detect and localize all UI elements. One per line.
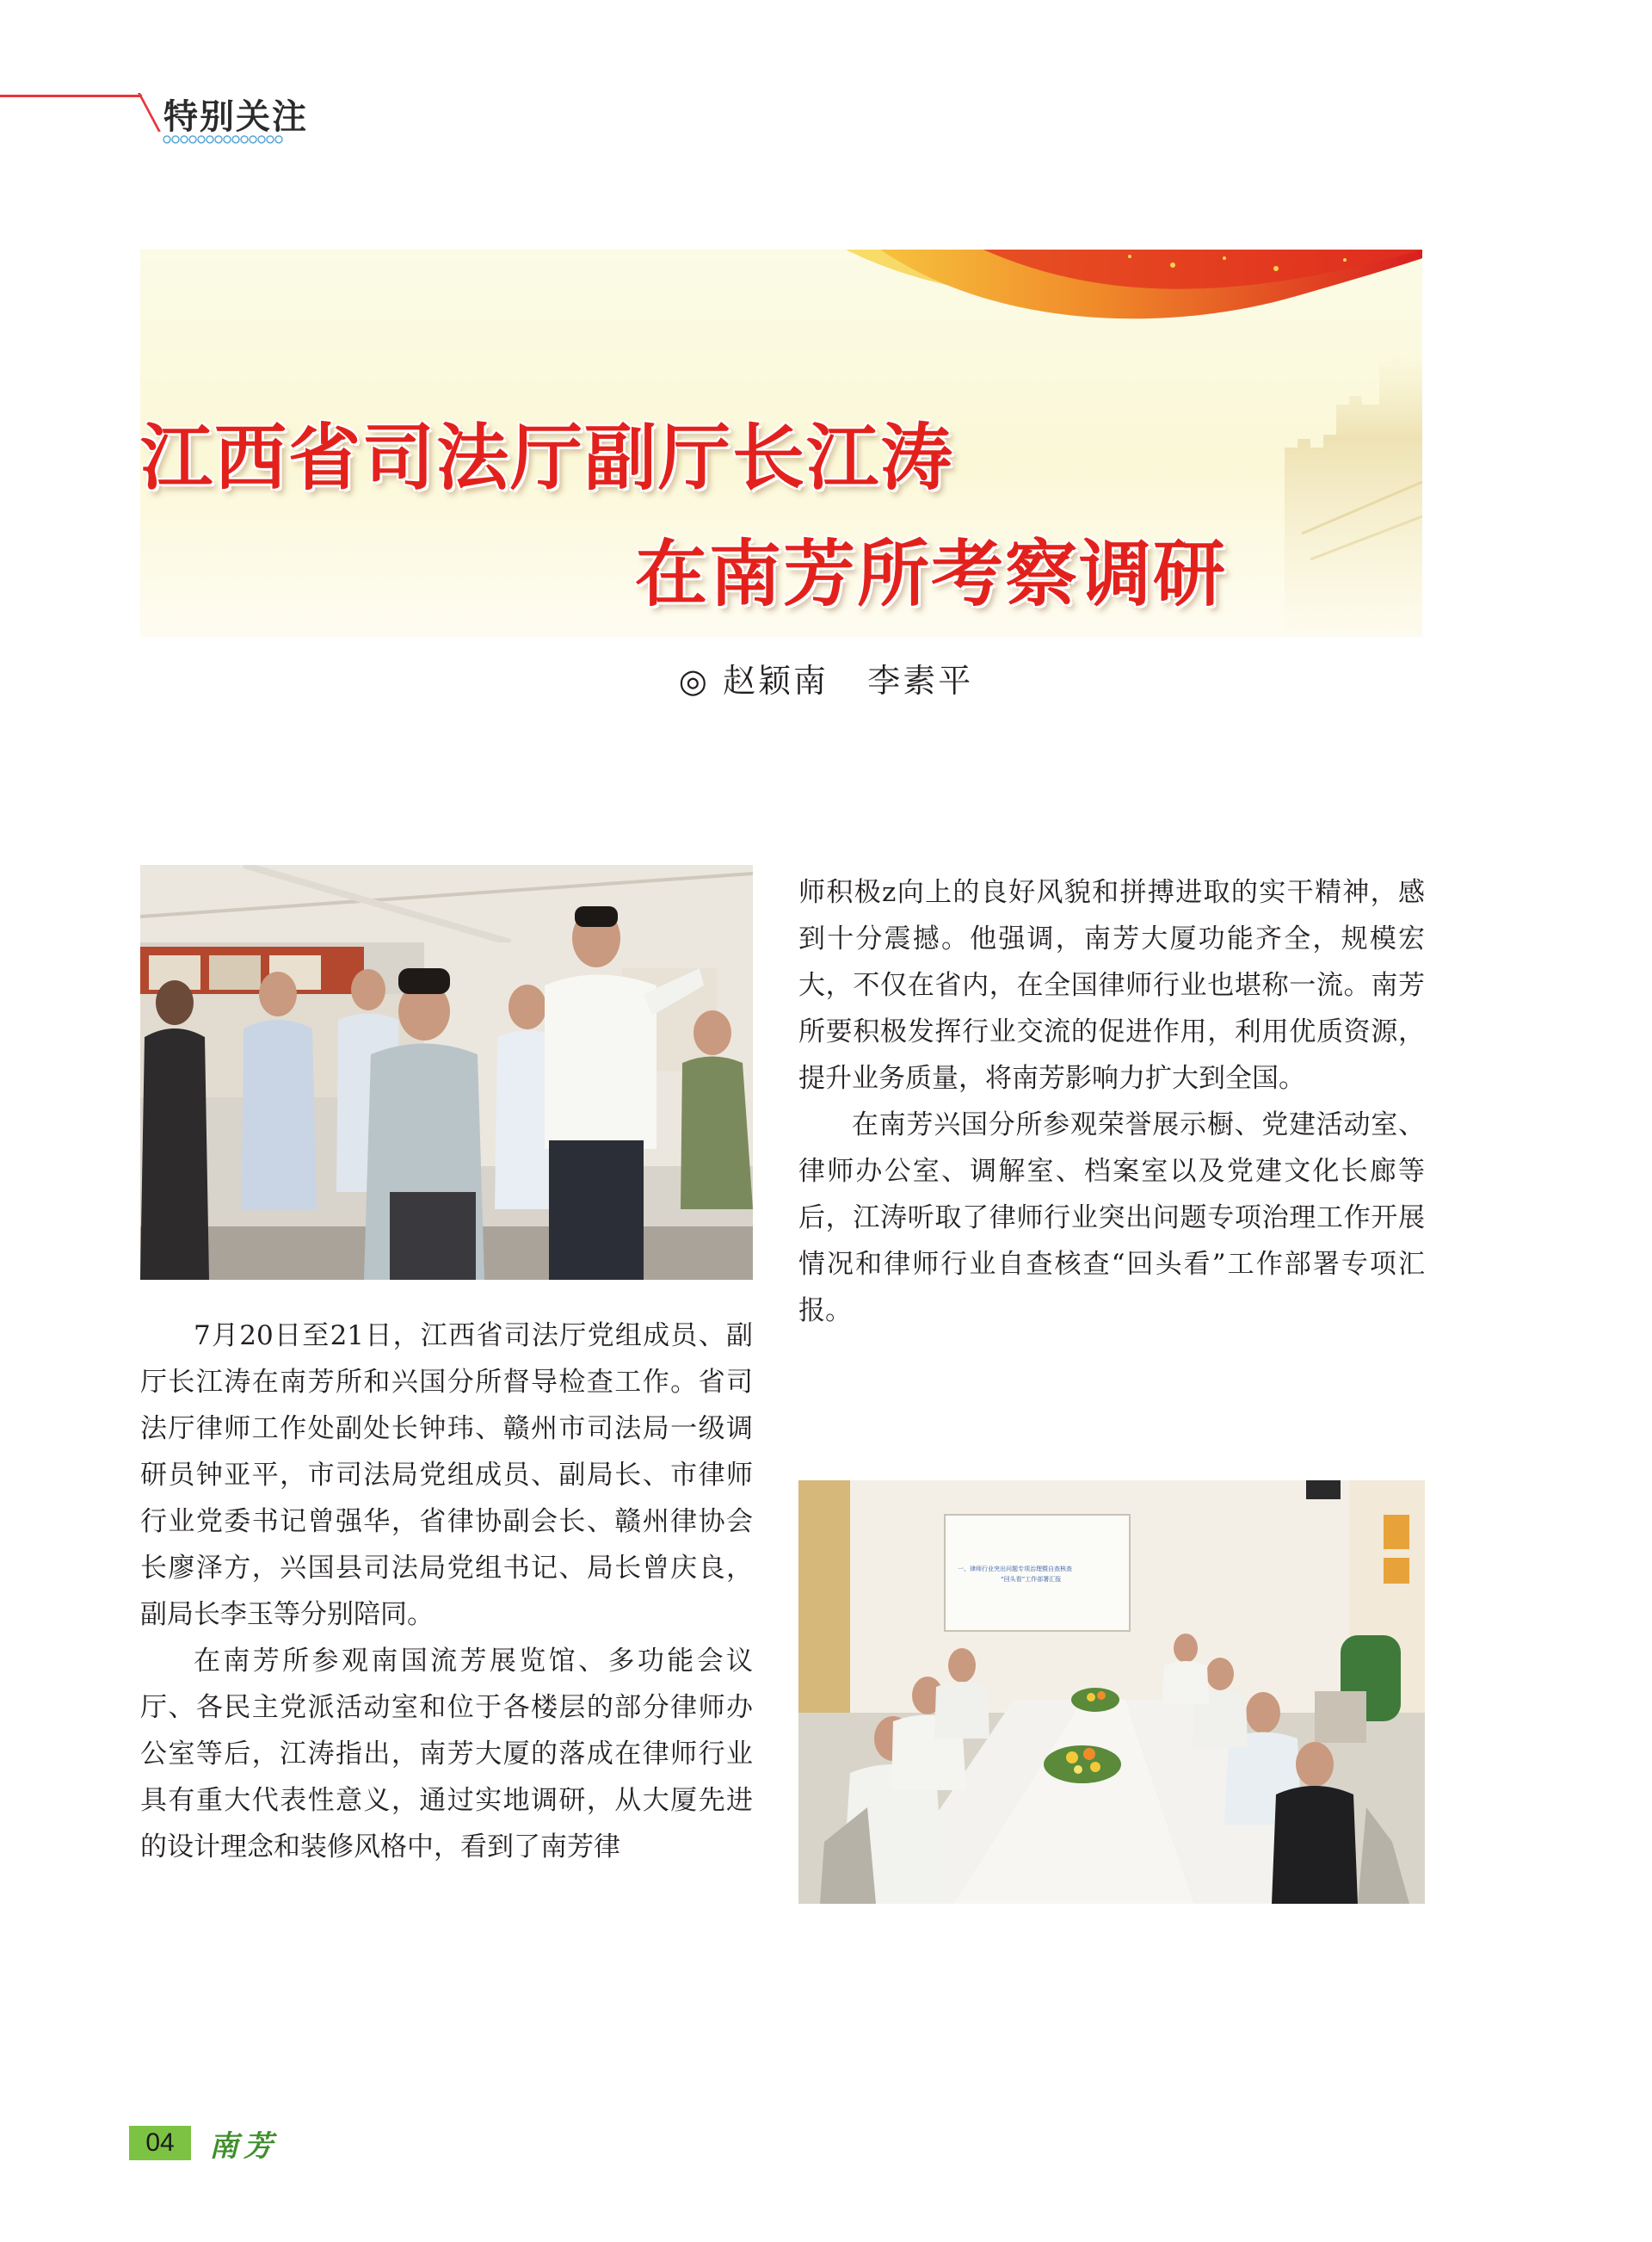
article-body-right-column bbox=[798, 869, 1425, 1334]
page-number: 04 bbox=[129, 2126, 191, 2160]
visit-group-photo bbox=[140, 865, 753, 1280]
meeting-photo-icon bbox=[798, 1480, 1425, 1904]
article-body-left-column bbox=[140, 1312, 753, 1870]
section-tag: 特别关注 bbox=[163, 97, 308, 137]
byline: ◎ 赵颖南 李素平 bbox=[678, 662, 974, 700]
visit-photo-icon bbox=[140, 865, 753, 1280]
screen-text-line1: 一、律师行业突出问题专项治理暨自查核查 bbox=[958, 1566, 1072, 1572]
paragraph: 在南芳兴国分所参观荣誉展示橱、党建活动室、律师办公室、调解室、档案室以及党建文化长廊等后，江涛听取了律师行业突出问题专项治理工作开展情况和律师行业自查核查“回头看”工作部署专项汇报。 bbox=[798, 1109, 1425, 1326]
paragraph-continued: 师积极z向上的良好风貌和拼搏进取的实干精神，感到十分震撼。他强调，南芳大厦功能齐全，规模宏大，不仅在省内，在全国律师行业也堪称一流。南芳所要积极发挥行业交流的促进作用，利用优质资源，提升业务质量，将南芳影响力扩大到全国。 bbox=[798, 877, 1425, 1094]
header-rule-slant bbox=[138, 93, 161, 132]
paragraph: 7月20日至21日，江西省司法厅党组成员、副厅长江涛在南芳所和兴国分所督导检查工作。省司法厅律师工作处副处长钟玮、赣州市司法局一级调研员钟亚平，市司法局党组成员、副局长、市律师行业党委书记曾强华，省律协副会长、赣州律协会长廖泽方，兴国县司法局党组书记、局长曾庆良，副局长李玉等分别陪同。 bbox=[140, 1320, 753, 1630]
article-title-line2: 在南芳所考察调研 bbox=[635, 531, 1228, 616]
header-dots-ornament bbox=[162, 134, 287, 145]
screen-text-line2: “回头看”工作部署汇报 bbox=[1001, 1576, 1062, 1583]
header-rule bbox=[0, 95, 142, 97]
meeting-room-photo bbox=[798, 1480, 1425, 1904]
magazine-brand: 南芳 bbox=[209, 2129, 278, 2164]
title-banner bbox=[140, 250, 1422, 637]
article-title-line1: 江西省司法厅副厅长江涛 bbox=[140, 415, 955, 500]
paragraph: 在南芳所参观南国流芳展览馆、多功能会议厅、各民主党派活动室和位于各楼层的部分律师办公室等后，江涛指出，南芳大厦的落成在律师行业具有重大代表性意义，通过实地调研，从大厦先进的设计理念和装修风格中，看到了南芳律 bbox=[140, 1646, 753, 1862]
